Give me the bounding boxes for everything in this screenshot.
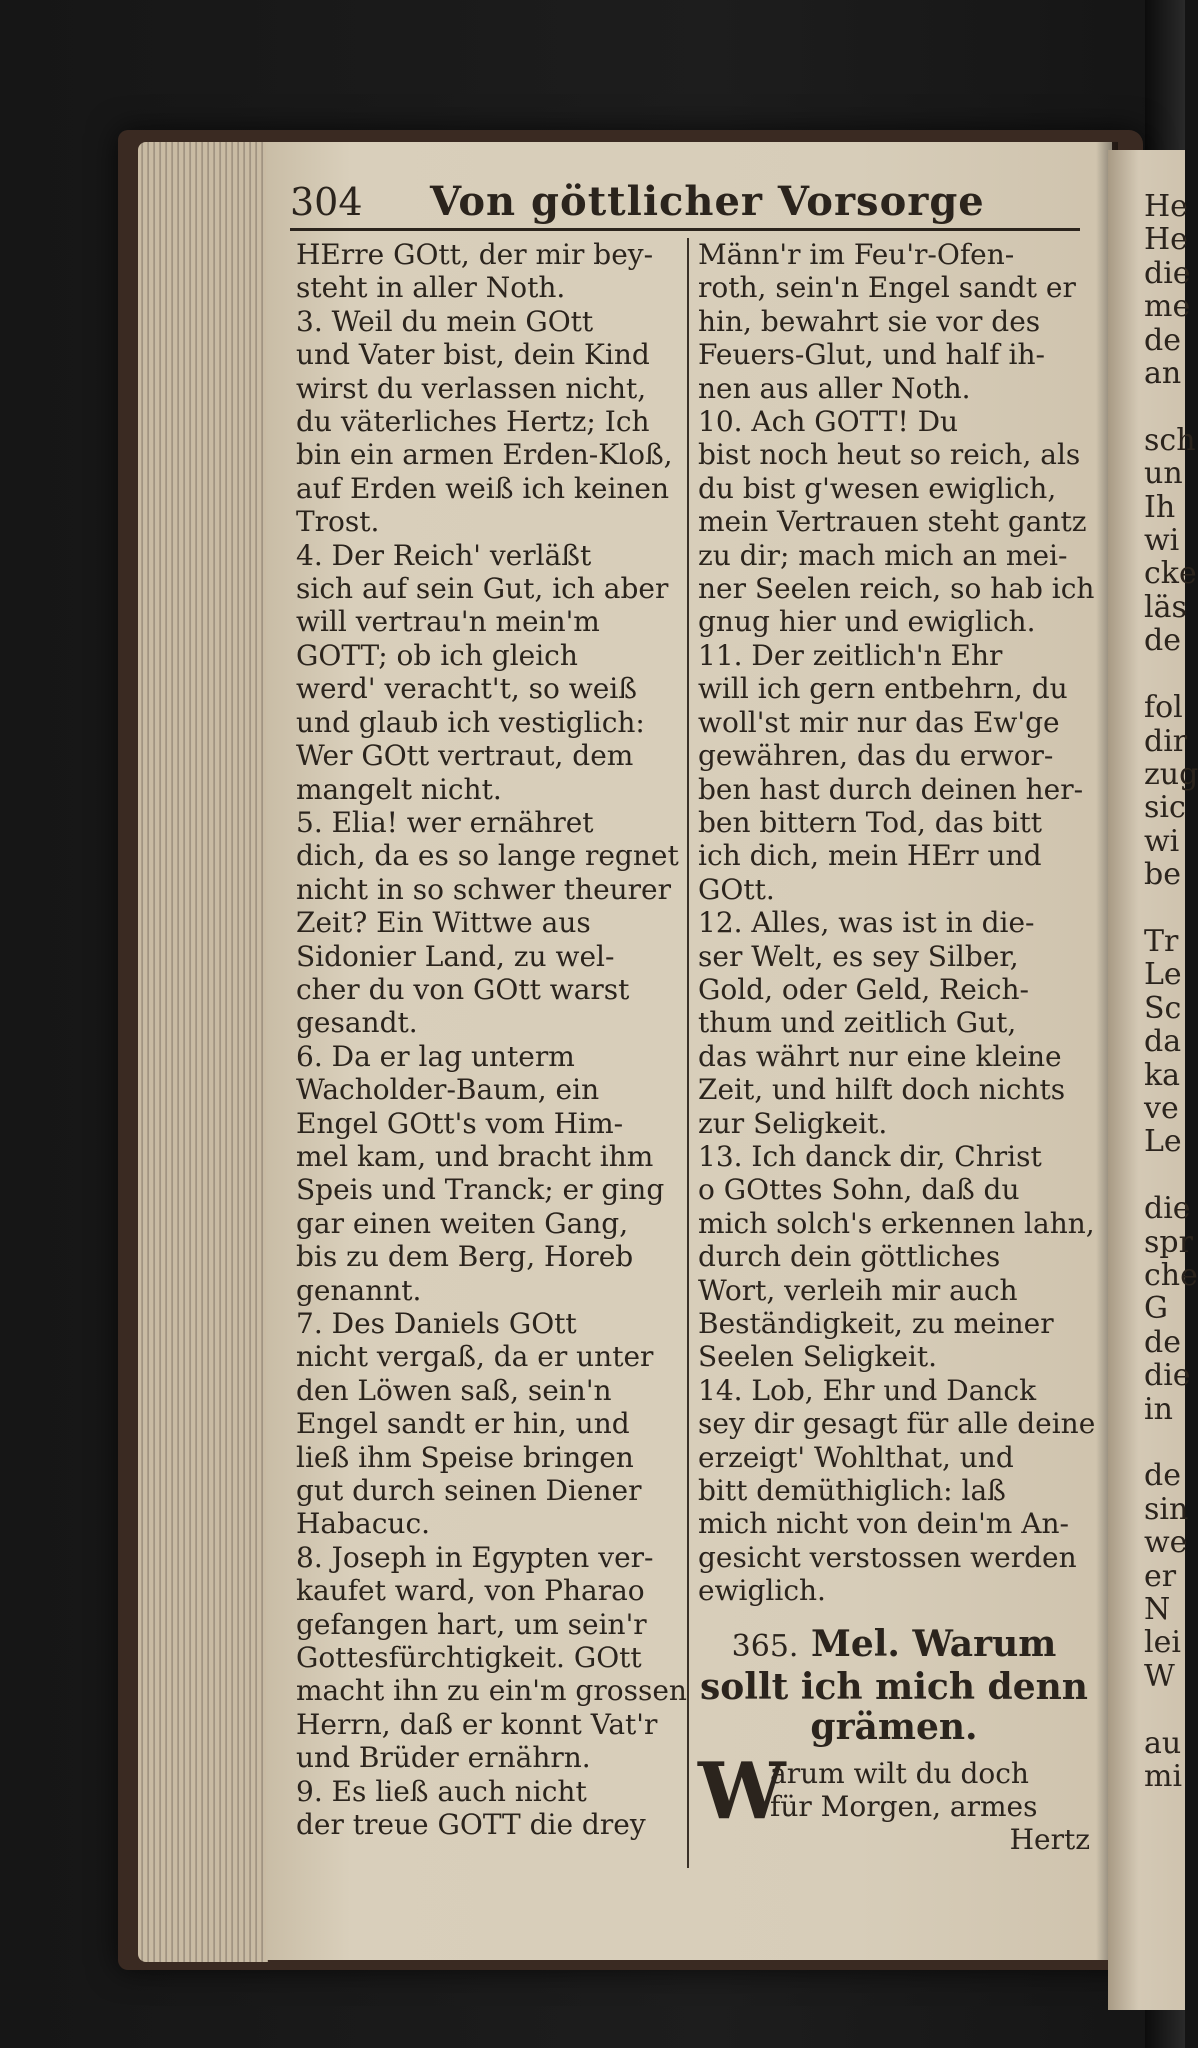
facing-page-line bbox=[1108, 1159, 1185, 1192]
facing-page-line: de bbox=[1144, 322, 1181, 358]
text-line: ser Welt, es sey Silber, bbox=[698, 939, 1019, 973]
text-line: GOtt. bbox=[698, 872, 775, 906]
facing-page-line: un bbox=[1144, 456, 1183, 492]
column-divider bbox=[687, 238, 689, 1868]
text-line: 12. Alles, was ist in die- bbox=[698, 906, 1035, 940]
facing-page-line bbox=[1108, 1426, 1185, 1459]
text-line: will ich gern entbehrn, du bbox=[698, 672, 1068, 706]
text-line: mich solch's erkennen lahn, bbox=[698, 1206, 1095, 1240]
text-line: Habacuc. bbox=[296, 1507, 431, 1541]
text-line: sich auf sein Gut, ich aber bbox=[296, 572, 669, 606]
facing-page-line: au bbox=[1144, 1725, 1182, 1761]
facing-page-line: sch bbox=[1144, 422, 1196, 458]
facing-page-line: die bbox=[1144, 1191, 1191, 1227]
text-line: du väterliches Hertz; Ich bbox=[296, 405, 650, 439]
text-line: 6. Da er lag unterm bbox=[296, 1039, 575, 1073]
text-line: kaufet ward, von Pharao bbox=[296, 1574, 645, 1608]
text-line: du bist g'wesen ewiglich, bbox=[698, 471, 1057, 505]
text-line: ner Seelen reich, so hab ich bbox=[698, 572, 1095, 606]
text-line: erzeigt' Wohlthat, und bbox=[698, 1440, 1014, 1474]
text-line: nen aus aller Noth. bbox=[698, 371, 971, 405]
facing-page-line: we bbox=[1144, 1525, 1188, 1561]
text-line: mel kam, und bracht ihm bbox=[296, 1139, 654, 1173]
text-line: gewähren, das du erwor- bbox=[698, 739, 1054, 773]
facing-page-line: cke bbox=[1144, 556, 1197, 592]
facing-page-line: fol bbox=[1144, 690, 1183, 726]
text-line: mich nicht von dein'm An- bbox=[698, 1507, 1069, 1541]
text-line: Engel GOtt's vom Him- bbox=[296, 1106, 624, 1140]
drop-capital: W bbox=[698, 1745, 786, 1837]
text-line: gesicht verstossen werden bbox=[698, 1540, 1077, 1574]
facing-page-line: de bbox=[1144, 623, 1181, 659]
hymn-heading-line-3: grämen. bbox=[810, 1705, 978, 1748]
left-text-column bbox=[296, 238, 687, 1842]
text-line: Zeit, und hilft doch nichts bbox=[698, 1073, 1066, 1107]
text-line: Beständigkeit, zu meiner bbox=[698, 1307, 1054, 1340]
facing-page-line: ve bbox=[1144, 1090, 1179, 1126]
facing-page-line: spr bbox=[1144, 1224, 1193, 1260]
text-line: Speis und Tranck; er ging bbox=[296, 1173, 665, 1207]
text-line: 11. Der zeitlich'n Ehr bbox=[698, 638, 1003, 672]
text-line: bin ein armen Erden-Kloß, bbox=[296, 438, 673, 472]
text-line: Sidonier Land, zu wel- bbox=[296, 939, 615, 973]
text-line: der treue GOTT die drey bbox=[296, 1808, 646, 1842]
facing-page-line: ka bbox=[1144, 1057, 1181, 1093]
text-line: o GOttes Sohn, daß du bbox=[698, 1173, 1020, 1207]
text-line: nicht in so schwer theurer bbox=[296, 872, 672, 906]
hymn-heading-line-1 bbox=[698, 1624, 1090, 1667]
text-line: Wort, verleih mir auch bbox=[698, 1273, 1018, 1307]
text-line: gesandt. bbox=[296, 1006, 418, 1040]
text-line: wirst du verlassen nicht, bbox=[296, 371, 647, 405]
right-column-lines bbox=[698, 238, 1096, 1608]
hymn-number: 365. bbox=[731, 1628, 799, 1664]
text-line: bis zu dem Berg, Horeb bbox=[296, 1240, 634, 1274]
facing-page-line: lei bbox=[1144, 1625, 1181, 1661]
text-line: macht ihn zu ein'm grossen bbox=[296, 1674, 687, 1708]
text-line: gut durch seinen Diener bbox=[296, 1474, 642, 1508]
text-line: bist noch heut so reich, als bbox=[698, 438, 1081, 472]
text-line: GOTT; ob ich gleich bbox=[296, 638, 578, 672]
text-line: thum und zeitlich Gut, bbox=[698, 1006, 1017, 1040]
hymn-first-verse bbox=[698, 1745, 1090, 1857]
facing-page-fragment bbox=[1108, 150, 1198, 2010]
hymn-melody: Mel. Warum bbox=[810, 1622, 1057, 1665]
text-line: ben bittern Tod, das bitt bbox=[698, 805, 1043, 839]
text-line: und Brüder ernährn. bbox=[296, 1741, 591, 1775]
facing-page-line: G bbox=[1144, 1291, 1168, 1327]
text-line: Wer GOtt vertraut, dem bbox=[296, 739, 634, 773]
facing-page-line: sic bbox=[1144, 790, 1186, 826]
facing-page-line: Le bbox=[1144, 1124, 1182, 1160]
facing-page-line: sin bbox=[1144, 1491, 1189, 1527]
facing-page-line: W bbox=[1144, 1658, 1175, 1694]
text-line: 9. Es ließ auch nicht bbox=[296, 1774, 587, 1808]
verse-line: Hertz bbox=[1009, 1823, 1090, 1857]
text-line: auf Erden weiß ich keinen bbox=[296, 471, 670, 505]
facing-page-line: He bbox=[1144, 189, 1188, 224]
text-line: ließ ihm Speise bringen bbox=[296, 1440, 634, 1474]
running-head: Von göttlicher Vorsorge bbox=[430, 178, 985, 225]
text-line: dich, da es so lange regnet bbox=[296, 839, 679, 873]
facing-page-line: er bbox=[1144, 1558, 1177, 1594]
text-line: gar einen weiten Gang, bbox=[296, 1206, 629, 1240]
facing-page-line: dir bbox=[1144, 723, 1188, 759]
page-number: 304 bbox=[290, 180, 363, 224]
text-line: mangelt nicht. bbox=[296, 772, 502, 806]
facing-page-line: Sc bbox=[1144, 990, 1182, 1026]
text-line: 5. Elia! wer ernähret bbox=[296, 805, 594, 839]
text-line: zu dir; mach mich an mei- bbox=[698, 538, 1068, 572]
text-line: Wacholder-Baum, ein bbox=[296, 1073, 600, 1107]
facing-page-line: läs bbox=[1144, 589, 1187, 625]
text-line: durch dein göttliches bbox=[698, 1240, 1001, 1274]
facing-page-line: de bbox=[1144, 1458, 1181, 1494]
facing-page-line: da bbox=[1144, 1024, 1182, 1060]
text-line: nicht vergaß, da er unter bbox=[296, 1340, 654, 1374]
text-line: zur Seligkeit. bbox=[698, 1106, 888, 1140]
facing-page-line: be bbox=[1144, 857, 1181, 893]
verse-line: für Morgen, armes bbox=[770, 1790, 1038, 1824]
facing-page-line: de bbox=[1144, 1324, 1181, 1360]
text-line: ich dich, mein HErr und bbox=[698, 839, 1042, 873]
facing-page-line: Tr bbox=[1144, 923, 1179, 959]
text-line: den Löwen saß, sein'n bbox=[296, 1373, 612, 1407]
facing-page-line bbox=[1108, 1693, 1185, 1726]
book-page bbox=[266, 142, 1112, 1960]
text-line: Feuers-Glut, und half ih- bbox=[698, 338, 1045, 372]
text-line: cher du von GOtt warst bbox=[296, 972, 630, 1006]
hymn-heading-line-2: sollt ich mich denn bbox=[700, 1665, 1088, 1708]
facing-page-line: Ih bbox=[1144, 489, 1176, 525]
text-line: Männ'r im Feu'r-Ofen- bbox=[698, 238, 1015, 271]
text-line: will vertrau'n mein'm bbox=[296, 605, 600, 639]
text-line: 4. Der Reich' verläßt bbox=[296, 538, 592, 572]
facing-page-line: He bbox=[1144, 222, 1188, 258]
text-line: sey dir gesagt für alle deine bbox=[698, 1407, 1096, 1441]
text-line: 10. Ach GOTT! Du bbox=[698, 405, 959, 439]
text-line: woll'st mir nur das Ew'ge bbox=[698, 705, 1060, 739]
facing-page-line: che bbox=[1144, 1258, 1198, 1293]
text-line: ben hast durch deinen her- bbox=[698, 772, 1084, 806]
text-line: Engel sandt er hin, und bbox=[296, 1407, 630, 1441]
text-line: Herrn, daß er konnt Vat'r bbox=[296, 1707, 658, 1741]
facing-page-line: die bbox=[1144, 255, 1191, 291]
text-line: steht in aller Noth. bbox=[296, 271, 566, 305]
text-line: werd' veracht't, so weiß bbox=[296, 672, 637, 706]
facing-page-line: N bbox=[1144, 1592, 1171, 1628]
facing-page-line: mi bbox=[1144, 1759, 1183, 1795]
verse-line: arum wilt du doch bbox=[770, 1756, 1029, 1790]
facing-page-line bbox=[1108, 658, 1185, 691]
hymn-heading bbox=[698, 1624, 1090, 1747]
text-line: 14. Lob, Ehr und Danck bbox=[698, 1373, 1037, 1407]
text-line: Seelen Seligkeit. bbox=[698, 1340, 938, 1374]
text-line: gnug hier und ewiglich. bbox=[698, 605, 1036, 639]
text-line: Gottesfürchtigkeit. GOtt bbox=[296, 1641, 642, 1675]
right-text-column bbox=[698, 238, 1096, 1857]
text-line: 13. Ich danck dir, Christ bbox=[698, 1139, 1042, 1173]
text-line: mein Vertrauen steht gantz bbox=[698, 505, 1087, 539]
facing-page-line: die bbox=[1144, 1358, 1191, 1394]
facing-page-line bbox=[1108, 892, 1185, 925]
facing-page-line: me bbox=[1144, 289, 1191, 325]
facing-page-line: Le bbox=[1144, 957, 1182, 993]
facing-page-line: an bbox=[1144, 356, 1182, 392]
text-line: HErre GOtt, der mir bey- bbox=[296, 238, 654, 271]
text-line: bitt demüthiglich: laß bbox=[698, 1474, 1006, 1508]
text-line: Zeit? Ein Wittwe aus bbox=[296, 906, 591, 940]
text-line: 7. Des Daniels GOtt bbox=[296, 1307, 577, 1340]
page-edges bbox=[138, 142, 268, 1962]
text-line: genannt. bbox=[296, 1273, 422, 1307]
text-line: und Vater bist, dein Kind bbox=[296, 338, 650, 372]
text-line: 8. Joseph in Egypten ver- bbox=[296, 1540, 654, 1574]
text-line: Gold, oder Geld, Reich- bbox=[698, 972, 1029, 1006]
facing-page-line: zug bbox=[1144, 756, 1198, 792]
facing-page-line: in bbox=[1144, 1391, 1173, 1427]
text-line: gefangen hart, um sein'r bbox=[296, 1607, 647, 1641]
page-header bbox=[290, 178, 1080, 231]
text-line: 3. Weil du mein GOtt bbox=[296, 304, 594, 338]
text-line: ewiglich. bbox=[698, 1574, 826, 1608]
text-line: hin, bewahrt sie vor des bbox=[698, 304, 1041, 338]
text-line: Trost. bbox=[296, 505, 380, 539]
facing-page-line: wi bbox=[1144, 823, 1180, 859]
facing-page-line bbox=[1108, 390, 1185, 423]
text-line: und glaub ich vestiglich: bbox=[296, 705, 645, 739]
text-line: roth, sein'n Engel sandt er bbox=[698, 271, 1076, 305]
text-line: das währt nur eine kleine bbox=[698, 1039, 1062, 1073]
facing-page-line: wi bbox=[1144, 523, 1180, 559]
